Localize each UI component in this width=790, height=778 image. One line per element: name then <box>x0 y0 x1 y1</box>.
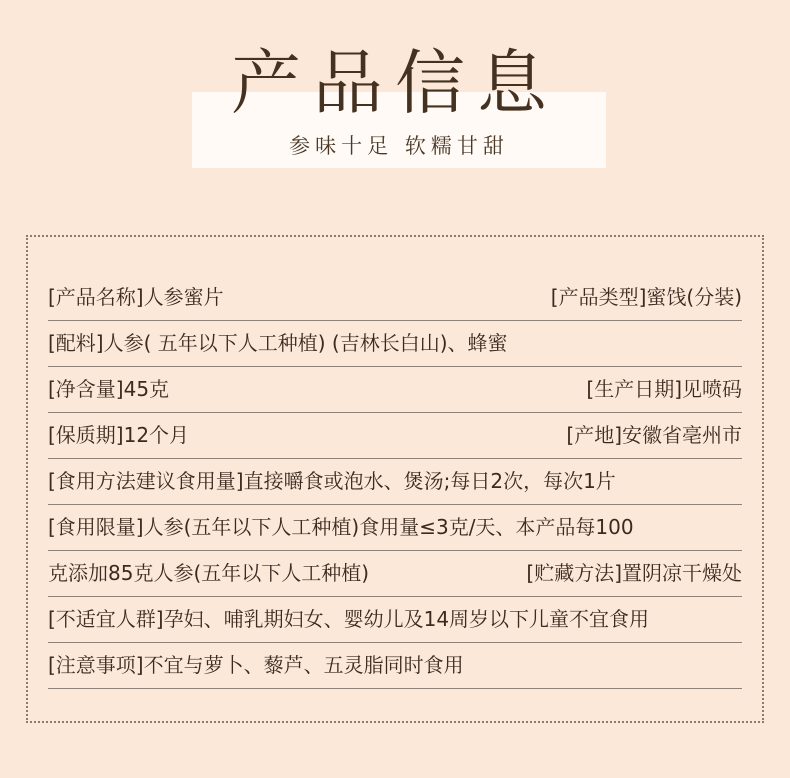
shelf-life: [保质期]12个月 <box>48 423 190 447</box>
page-subtitle: 参味十足 软糯甘甜 <box>289 134 509 158</box>
unsuitable-groups: [不适宜人群]孕妇、哺乳期妇女、婴幼儿及14周岁以下儿童不宜食用 <box>48 607 650 631</box>
info-row-name-type <box>48 274 742 321</box>
net-weight: [净含量]45克 <box>48 377 170 401</box>
storage: [贮藏方法]置阴凉干燥处 <box>526 561 742 585</box>
usage: [食用方法建议食用量]直接嚼食或泡水、煲汤;每日2次，每次1片 <box>48 469 616 493</box>
info-row-limit-storage <box>48 550 742 597</box>
page-title: 产品信息 <box>231 42 559 124</box>
product-type: [产品类型]蜜饯(分装) <box>550 285 742 309</box>
info-row-ingredients <box>48 320 742 367</box>
info-row-limit <box>48 504 742 551</box>
info-row-unsuitable <box>48 596 742 643</box>
origin: [产地]安徽省亳州市 <box>566 423 742 447</box>
info-row-shelf-origin <box>48 412 742 459</box>
limit-continued: 克添加85克人参(五年以下人工种植) <box>48 561 370 585</box>
consumption-limit: [食用限量]人参(五年以下人工种植)食用量≤3克/天、本产品每100 <box>48 515 634 539</box>
info-row-usage <box>48 458 742 505</box>
production-date: [生产日期]见喷码 <box>586 377 742 401</box>
info-row-notes <box>48 642 742 689</box>
ingredients: [配料]人参( 五年以下人工种植) (吉林长白山)、蜂蜜 <box>48 331 508 355</box>
info-row-weight-date <box>48 366 742 413</box>
product-name: [产品名称]人参蜜片 <box>48 285 224 309</box>
precautions: [注意事项]不宜与萝卜、藜芦、五灵脂同时食用 <box>48 653 464 677</box>
